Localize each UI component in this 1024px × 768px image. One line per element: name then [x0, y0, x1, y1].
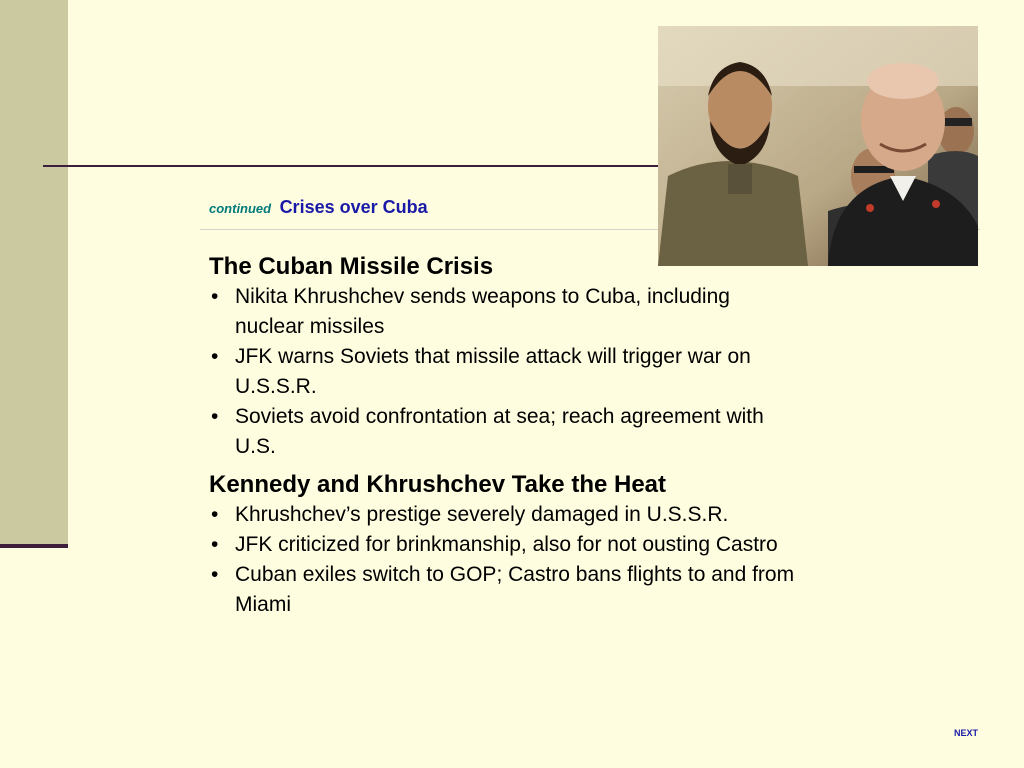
- bullet-list-missile-crisis: [209, 282, 799, 462]
- section-title: Crises over Cuba: [279, 197, 428, 217]
- bullet-icon: •: [211, 563, 219, 586]
- list-item: • Cuban exiles switch to GOP; Castro bans flights to and from Miami: [209, 560, 795, 620]
- list-item: • Nikita Khrushchev sends weapons to Cuba, including nuclear missiles: [209, 282, 795, 342]
- heading-cuban-missile-crisis: The Cuban Missile Crisis: [209, 253, 494, 280]
- band-bottom-rule: [0, 544, 68, 548]
- list-item: • JFK warns Soviets that missile attack will trigger war on U.S.S.R.: [209, 342, 795, 402]
- top-divider-rule: [43, 165, 660, 167]
- continued-label: continued: [209, 201, 272, 216]
- list-item: • Soviets avoid confrontation at sea; reach agreement with U.S.: [209, 402, 795, 462]
- left-decorative-band: [0, 0, 68, 546]
- castro-khrushchev-photo: [658, 26, 978, 266]
- list-item: • Khrushchev’s prestige severely damaged in U.S.S.R.: [209, 500, 795, 530]
- slide-header: [209, 197, 428, 218]
- list-item: • JFK criticized for brinkmanship, also for not ousting Castro: [209, 530, 795, 560]
- heading-kennedy-khrushchev-heat: Kennedy and Khrushchev Take the Heat: [209, 471, 667, 498]
- bullet-icon: •: [211, 285, 219, 308]
- next-button[interactable]: NEXT: [954, 728, 979, 738]
- bullet-icon: •: [211, 405, 219, 428]
- bullet-icon: •: [211, 533, 219, 556]
- slide-body: [209, 252, 799, 620]
- bullet-icon: •: [211, 503, 219, 526]
- bullet-icon: •: [211, 345, 219, 368]
- bullet-list-take-the-heat: [209, 500, 799, 620]
